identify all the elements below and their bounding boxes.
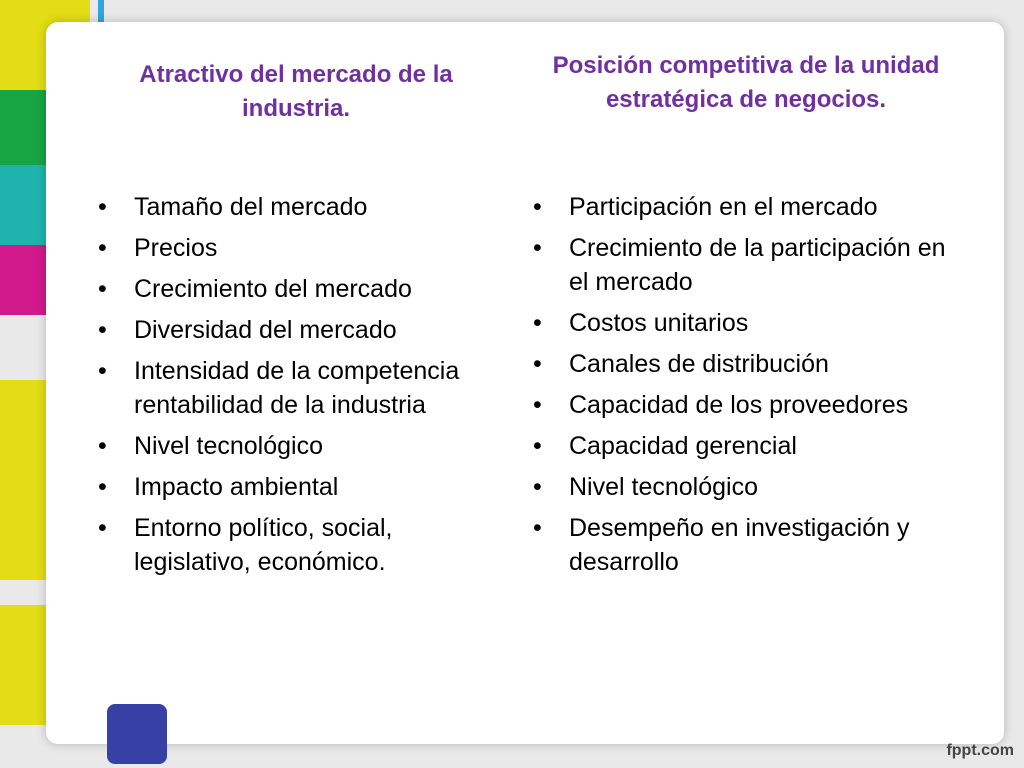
list-item-text: Capacidad de los proveedores (569, 391, 909, 419)
list-item-text: Entorno político, social, legislativo, económico. (134, 514, 393, 576)
list-item (98, 429, 513, 463)
right-bullet-list (533, 190, 953, 586)
list-item (533, 429, 953, 463)
list-item (533, 190, 953, 224)
left-bullet-list (98, 190, 513, 586)
bullet-icon: • (98, 275, 107, 303)
decor-navy-square (107, 704, 167, 764)
list-item (98, 354, 513, 422)
list-item (98, 231, 513, 265)
list-item-text: Crecimiento del mercado (134, 275, 412, 303)
list-item-text: Nivel tecnológico (569, 473, 758, 501)
bullet-icon: • (533, 350, 542, 378)
bullet-icon: • (98, 316, 107, 344)
list-item-text: Costos unitarios (569, 309, 749, 337)
list-item (98, 190, 513, 224)
list-item-text: Nivel tecnológico (134, 432, 323, 460)
bullet-icon: • (533, 193, 542, 221)
bullet-icon: • (98, 473, 107, 501)
list-item-text: Crecimiento de la participación en el mercado (569, 234, 946, 296)
bullet-icon: • (98, 514, 107, 542)
list-item (533, 306, 953, 340)
bullet-icon: • (533, 391, 542, 419)
list-item (533, 347, 953, 381)
left-column-heading: Atractivo del mercado de la industria. (139, 61, 453, 122)
list-item (98, 272, 513, 306)
right-column-heading: Posición competitiva de la unidad estratégica de negocios. (552, 52, 940, 113)
bullet-icon: • (533, 514, 542, 542)
list-item-text: Precios (134, 234, 218, 262)
bullet-icon: • (533, 473, 542, 501)
bullet-icon: • (533, 432, 542, 460)
list-item (98, 470, 513, 504)
list-item (533, 470, 953, 504)
list-item-text: Diversidad del mercado (134, 316, 397, 344)
list-item-text: Tamaño del mercado (134, 193, 368, 221)
bullet-icon: • (98, 234, 107, 262)
list-item-text: Intensidad de la competencia rentabilidad de la industria (134, 357, 460, 419)
list-item (533, 231, 953, 299)
brand-watermark: fppt.com (946, 742, 1014, 759)
bullet-icon: • (98, 193, 107, 221)
list-item-text: Impacto ambiental (134, 473, 339, 501)
bullet-icon: • (533, 309, 542, 337)
list-item (533, 511, 953, 579)
list-item-text: Participación en el mercado (569, 193, 878, 221)
list-item-text: Desempeño en investigación y desarrollo (569, 514, 910, 576)
list-item (98, 511, 513, 579)
list-item-text: Capacidad gerencial (569, 432, 797, 460)
bullet-icon: • (533, 234, 542, 262)
list-item-text: Canales de distribución (569, 350, 829, 378)
bullet-icon: • (98, 357, 107, 385)
bullet-icon: • (98, 432, 107, 460)
list-item (533, 388, 953, 422)
list-item (98, 313, 513, 347)
